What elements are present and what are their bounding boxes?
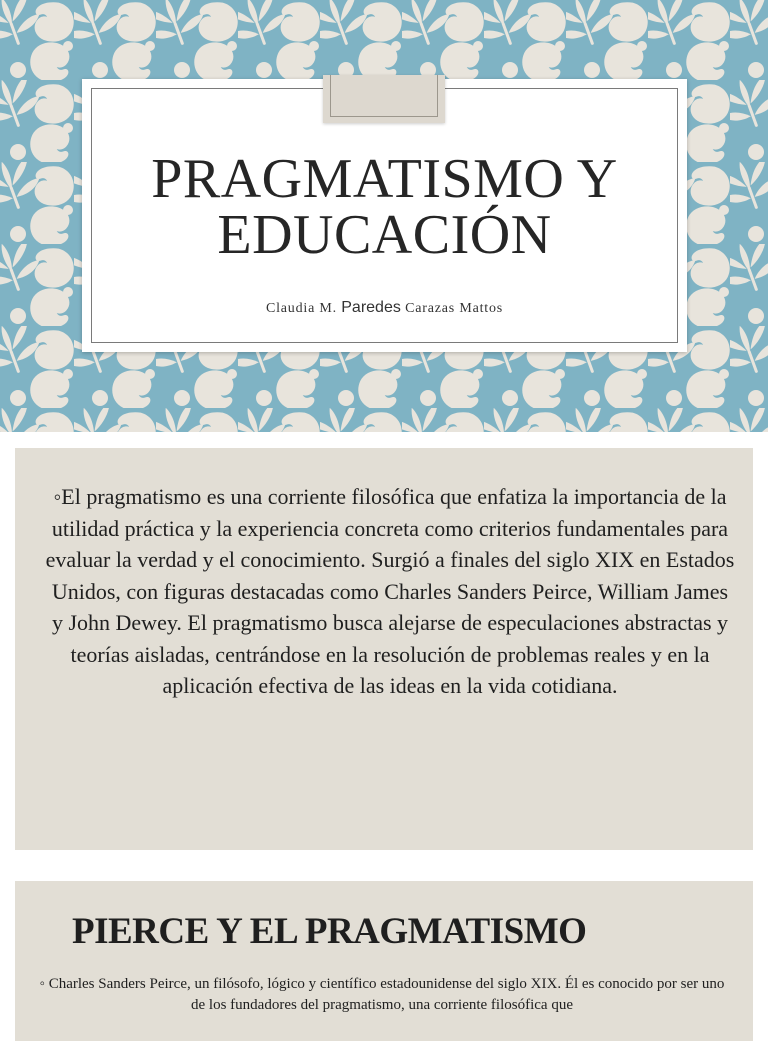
author-first: Claudia M. (265, 301, 337, 316)
page-title (82, 148, 687, 266)
pierce-paragraph (33, 974, 731, 1016)
author-last: Carazas Mattos (405, 301, 504, 316)
pierce-slide (15, 881, 753, 1041)
author-middle: Paredes (341, 299, 401, 316)
title-tab-decoration (323, 75, 445, 123)
title-line-2: EDUCACIÓN (217, 204, 552, 266)
definition-paragraph (45, 481, 735, 702)
definition-text: El pragmatismo es una corriente filosófica que enfatiza la importancia de la utilidad práctica y la experiencia concreta como criterios fundamentales para evaluar la verdad y el conocimiento. Surgió a finales del siglo XIX en Estados Unidos, con figuras destacadas como Charles Sanders Peirce, William James y John Dewey. El pragmatismo busca alejarse de especulaciones abstractas y teorías aisladas, centrándose en la resolución de problemas reales y en la aplicación efectiva de las ideas en la vida cotidiana. (45, 484, 735, 698)
title-line-1: PRAGMATISMO Y (151, 148, 618, 210)
slide-heading: PIERCE Y EL PRAGMATISMO (72, 911, 587, 952)
bullet-icon: ◦ (39, 976, 45, 992)
title-card (82, 79, 687, 352)
pierce-text: Charles Sanders Peirce, un filósofo, lógico y científico estadounidense del siglo XIX. Él es conocido por ser uno de los fundadores del pragmatismo, una corriente filosófica que (48, 976, 725, 1013)
author-line (82, 299, 687, 317)
bullet-icon: ◦ (53, 484, 62, 509)
definition-slide (15, 448, 753, 850)
title-slide (0, 0, 768, 432)
